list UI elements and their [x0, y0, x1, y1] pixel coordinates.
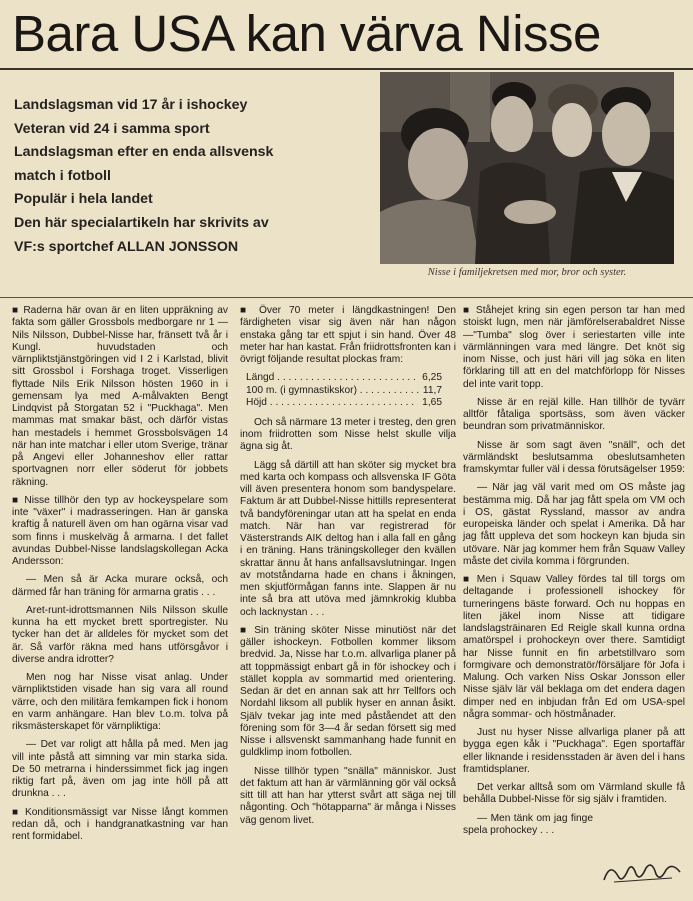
paragraph: ■ Sin träning sköter Nisse minutiöst när det gäller ishockeyn. Fotbollen kommer liksom bredvid. Ja, Nisse har t.o.m. allvarliga planer på att toppmässigt enbart gå in för ishockey och i stället koppla av sommartid med orientering. Sedan är det en annan sak att hrr Tellfors och Nordahl liksom all publik hyser en annan åsikt. Själv tvekar jag inte med påståendet att den förening som för 3—4 år sedan försett sig med Nisse i allsvenskt sammanhang hade funnit en guldklimp inom fotbollen. — [240, 625, 456, 760]
paragraph: ■ Raderna här ovan är en liten uppräkning av fakta som gäller Grossbols medborgare nr 1 — Nils Nilsson, Dubbel-Nisse har, fränsett två år i Kungl. huvudstaden och värnpliktstjänstgöringen vid I 2 i Karlstad, blivit sitt Grossbol i Forshaga troget. Visserligen flyttade Nils Erik Nilsson hösten 1960 in i gemensam lya med A-målvakten Bengt Lindqvist på Storgatan 52 i "Puckhaga". Men mammas mat smakar bäst, och därför vistas han mestadels i hemmet Grossbolsvägen 14 när han inte matchar i eller utom Sverige, tränar på Angevi eller Johanneshov eller rattar sportvagnen norr eller söderut för jobbets räkning. — [12, 305, 228, 489]
paragraph: Men nog har Nisse visat anlag. Under värnpliktstiden visade han sig vara all round värre, och den militära femkampen fick i honom en varm anhängare. Han blev t.o.m. tolva på riksmästerskapet för värnpliktiga: — [12, 672, 228, 732]
author-signature — [600, 852, 684, 892]
result-value: 11,7 — [419, 385, 442, 398]
paragraph: Och så närmare 13 meter i tresteg, den gren inom friidrotten som Nisse helst skulle vilja ägna sig åt. — [240, 416, 456, 453]
paragraph: ■ Över 70 meter i längdkastningen! Den färdigheten visar sig även när han någon enstaka gång tar ett spjut i sin hand. Över 48 meter har han kastat. Från friidrottsfronten kan i övrigt följande resultat plockas fram: — [240, 305, 456, 366]
family-photo — [380, 72, 674, 264]
paragraph: ■ Ståhejet kring sin egen person tar han med stoiskt lugn, men när jämförelserabaldret Nisse—"Tumba" slog över i seriestarten ville inte värmlänningen vara med längre. Det knöt sig inom Nisse, och just häri vill jag söka en liten förklaring till att en del matchförlopp för Nisses del inte varit topp. — [463, 305, 685, 391]
paragraph: — Men så är Acka murare också, och därmed får han träning för armarna gratis . . . — [12, 574, 228, 598]
photo-caption: Nisse i familjekretsen med mor, bror och syster. — [427, 267, 627, 278]
results-table — [246, 372, 442, 410]
paragraph: Det verkar alltså som om Värmland skulle få behålla Dubbel-Nisse för sig själv i framtiden. — [463, 782, 685, 806]
article-column-1 — [12, 305, 228, 849]
paragraph: Nisse tillhör typen "snälla" människor. Just det faktum att han är värmlänning gör väl också sitt till att han har ytterst svårt att säga nej till någonting. Och "hötapparna" är många i Nisses väg genom livet. — [240, 765, 456, 826]
deck-line: VF:s sportchef ALLAN JONSSON — [14, 238, 239, 255]
article-column-3 — [463, 305, 685, 843]
result-event: 100 m. (i gymnastikskor) . . . — [246, 385, 419, 398]
result-event: Längd . . . — [246, 372, 418, 385]
deck-line: Landslagsman vid 17 år i ishockey — [14, 97, 248, 113]
paragraph: — När jag väl varit med om OS måste jag bestämma mig. Då har jag fått spela om VM och i OS, gästat Ryssland, massor av andra europeiska länder och spelat i Amerika. Då har jag fått uppleva det som hockeyn kan bjuda sin utövare. När jag kommer hem från Squaw Valley måste det civila komma i förgrunden. — [463, 482, 685, 567]
result-event: Höjd . . . — [246, 397, 418, 410]
paragraph: — Men tänk om jag finge spela prohockey . . . — [463, 812, 593, 836]
deck-line: match i fotboll — [14, 167, 111, 184]
result-value: 1,65 — [418, 397, 442, 410]
results-row — [246, 385, 442, 398]
article-deck — [14, 94, 376, 259]
paragraph: ■ Men i Squaw Valley fördes tal till torgs om deltagande i professionell ishockey för turneringens bäste forward. Och nu hoppas en liten jäkel inom Nisse att tidigare landslagsträinaren Ed Reigle skall kunna ordna amatörspel i prohockeyn over there. Samtidigt har Nisse funnit en fin arbetstillvaro som formgivare och demonstratör/försäljare för Jofa i Malung. Och varken Niss Oskar Jonsson eller Nisse själv lär väl beklaga om det endera dagen dimper ned en inbjudan från Ed om USA-spel några sommar- och höstmånader. — [463, 574, 685, 721]
results-row — [246, 397, 442, 410]
paragraph: Lägg så därtill att han sköter sig mycket bra med karta och kompass och allsvenska IF Göta vill även presentera honom som bandyspelare. Faktum är att Dubbel-Nisse hittills representerat två bandyföreningar utan att ha spelat en enda match. När han var registrerad för Västerstrands AIK deltog han i alla fall en gång i en träning. Hans träningskolleger den kvällen skrattar ännu åt hans anfallsavslutningar. Ingen av motståndarna hade en chans i åkningen, men skjutförmågan fanns inte. Slappen är nu inte så bra att utöva med jämnkrokig klubba och lacknystan . . . — [240, 459, 456, 618]
paragraph: ■ Konditionsmässigt var Nisse långt kommen redan då, och i handgranatkastning var han rent formidabel. — [12, 807, 228, 844]
headline: Bara USA kan värva Nisse — [12, 5, 601, 62]
paragraph: — Det var roligt att hålla på med. Men jag vill inte påstå att simning var min starka sida. De 50 metrarna i hinderssimmet fick jag ingen riktig fart på, även om jag inte höll på att drunkna . . . — [12, 739, 228, 800]
paragraph: ■ Nisse tillhör den typ av hockeyspelare som inte "växer" i madrasseringen. Han är ganska kraftig å naturell även om han ogärna visar vad som finns i muskelväg å armarna. I det fallet avundas Dubbel-Nisse landslagskollegan Acka Andersson: — [12, 495, 228, 569]
paragraph: Nisse är en rejäl kille. Han tillhör de tyvärr alltför fåtaliga sportsäss, som även väcker beundran som privatmänniskor. — [463, 396, 685, 433]
result-value: 6,25 — [418, 372, 442, 385]
headline-rule — [0, 68, 693, 70]
deck-line: Landslagsman efter en enda allsvensk — [14, 144, 274, 161]
section-rule — [0, 297, 693, 298]
paragraph: Aret-runt-idrottsmannen Nils Nilsson skulle kunna ha ett mycket brett sportregister. Nu tycker han det är alldeles för mycket som det är. Så varför räkna med hans utförsgåvor i diverse andra idrotter? — [12, 604, 228, 665]
paragraph: Just nu hyser Nisse allvarliga planer på att bygga egen kåk i "Puckhaga". Egen sportaffär eller liknande i residensstaden är även del i hans framtidsplaner. — [463, 727, 685, 775]
article-column-2 — [240, 305, 456, 833]
deck-line: Populär i hela landet — [14, 191, 153, 208]
deck-line: Veteran vid 24 i samma sport — [14, 120, 210, 137]
paragraph: Nisse är som sagt även "snäll", och det värmländskt beslutsamma obeslutsamheten framskymtar fuller väl i dessa förutsägelser 1959: — [463, 439, 685, 475]
results-row — [246, 372, 442, 385]
deck-line: Den här specialartikeln har skrivits av — [14, 214, 269, 231]
